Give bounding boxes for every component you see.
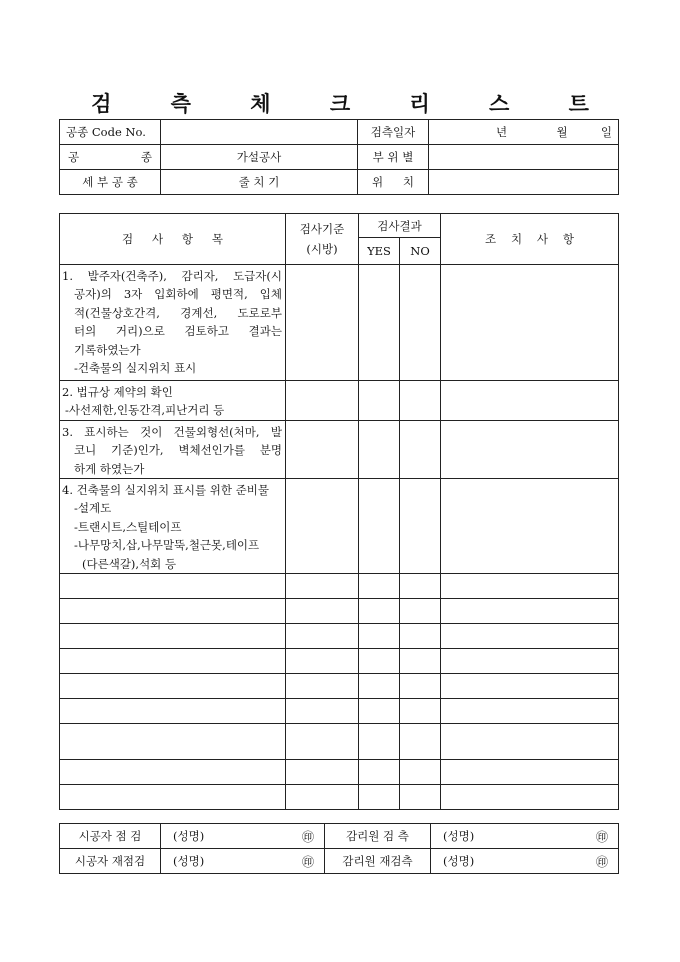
action-cell[interactable] (441, 724, 619, 760)
seal-icon: ㊞ (301, 829, 314, 844)
action-cell[interactable] (441, 624, 619, 649)
yes-cell[interactable] (359, 420, 400, 478)
standard-cell[interactable] (286, 674, 359, 699)
yes-cell[interactable] (359, 785, 400, 810)
item-cell[interactable] (60, 649, 286, 674)
yes-cell[interactable] (359, 624, 400, 649)
supervisor-recheck-label: 감리원 재검측 (325, 849, 431, 874)
standard-cell[interactable] (286, 624, 359, 649)
table-row-empty (60, 760, 619, 785)
yes-cell[interactable] (359, 649, 400, 674)
item-cell: 1. 발주자(건축주), 감리자, 도급자(시 공자)의 3자 입회하에 평면적, 입체 적(건물상호간격, 경계선, 도로로부 터의 거리)으로 검토하고 결과는 기록하였는가 -건축물의 실지위치 표시 (60, 265, 286, 381)
item-cell[interactable] (60, 674, 286, 699)
inspection-table (59, 213, 619, 810)
no-cell[interactable] (400, 265, 441, 381)
no-cell[interactable] (400, 624, 441, 649)
table-row-empty (60, 724, 619, 760)
table-row-empty (60, 649, 619, 674)
item-cell[interactable] (60, 599, 286, 624)
part-label: 부 위 별 (358, 145, 429, 170)
supervisor-check-label: 감리원 검 측 (325, 824, 431, 849)
standard-cell[interactable] (286, 724, 359, 760)
standard-cell[interactable] (286, 699, 359, 724)
action-cell[interactable] (441, 674, 619, 699)
item-cell[interactable] (60, 624, 286, 649)
item-cell: 3. 표시하는 것이 건물외형선(처마, 발 코니 기준)인가, 벽체선인가를 분명 하게 하였는가 (60, 420, 286, 478)
item-cell[interactable] (60, 699, 286, 724)
item-cell[interactable] (60, 785, 286, 810)
inspection-date-label: 검측일자 (358, 120, 429, 145)
yes-cell[interactable] (359, 265, 400, 381)
table-row-empty (60, 574, 619, 599)
contractor-check-sign[interactable]: (성명) ㊞ (161, 824, 325, 849)
standard-cell[interactable] (286, 599, 359, 624)
col-action-header: 조 치 사 항 (441, 214, 619, 265)
col-no-header: NO (400, 238, 441, 265)
action-cell[interactable] (441, 599, 619, 624)
action-cell[interactable] (441, 381, 619, 421)
no-cell[interactable] (400, 649, 441, 674)
action-cell[interactable] (441, 479, 619, 574)
supervisor-recheck-sign[interactable]: (성명) ㊞ (431, 849, 619, 874)
table-row (60, 265, 619, 381)
col-yes-header: YES (359, 238, 400, 265)
yes-cell[interactable] (359, 699, 400, 724)
no-cell[interactable] (400, 420, 441, 478)
yes-cell[interactable] (359, 574, 400, 599)
action-cell[interactable] (441, 265, 619, 381)
item-cell[interactable] (60, 724, 286, 760)
item-cell: 4. 건축물의 실지위치 표시를 위한 준비물 -설계도 -트랜시트,스틸테이프 -나무망치,삽,나무말뚝,철근못,테이프 (다른색갈),석회 등 (60, 479, 286, 574)
location-value (429, 170, 619, 195)
work-type-value: 가설공사 (161, 145, 358, 170)
action-cell[interactable] (441, 420, 619, 478)
yes-cell[interactable] (359, 760, 400, 785)
standard-cell[interactable] (286, 420, 359, 478)
contractor-recheck-label: 시공자 재점검 (60, 849, 161, 874)
seal-icon: ㊞ (301, 854, 314, 869)
col-items-header: 검 사 항 목 (60, 214, 286, 265)
table-row (60, 381, 619, 421)
work-type-label: 공 종 (60, 145, 161, 170)
date-month: 월 (556, 125, 568, 139)
table-row (60, 420, 619, 478)
no-cell[interactable] (400, 760, 441, 785)
table-row-empty (60, 785, 619, 810)
no-cell[interactable] (400, 785, 441, 810)
contractor-check-label: 시공자 점 검 (60, 824, 161, 849)
part-value (429, 145, 619, 170)
date-day: 일 (600, 125, 612, 139)
contractor-recheck-sign[interactable]: (성명) ㊞ (161, 849, 325, 874)
col-standard-header: 검사기준 (시방) (286, 214, 359, 265)
standard-cell[interactable] (286, 381, 359, 421)
no-cell[interactable] (400, 599, 441, 624)
signature-table (59, 823, 619, 874)
yes-cell[interactable] (359, 381, 400, 421)
item-cell[interactable] (60, 574, 286, 599)
action-cell[interactable] (441, 574, 619, 599)
item-cell[interactable] (60, 760, 286, 785)
seal-icon: ㊞ (595, 829, 608, 844)
page-title: 검 측 체 크 리 스 트 (91, 91, 615, 116)
work-type-code-label: 공종 Code No. (60, 120, 161, 145)
no-cell[interactable] (400, 674, 441, 699)
work-type-code-value (161, 120, 358, 145)
standard-cell[interactable] (286, 479, 359, 574)
no-cell[interactable] (400, 574, 441, 599)
seal-icon: ㊞ (595, 854, 608, 869)
yes-cell[interactable] (359, 724, 400, 760)
table-row-empty (60, 674, 619, 699)
detail-work-value: 줄 치 기 (161, 170, 358, 195)
yes-cell[interactable] (359, 479, 400, 574)
yes-cell[interactable] (359, 599, 400, 624)
detail-work-label: 세 부 공 종 (60, 170, 161, 195)
standard-cell[interactable] (286, 649, 359, 674)
action-cell[interactable] (441, 699, 619, 724)
standard-cell[interactable] (286, 785, 359, 810)
table-row-empty (60, 699, 619, 724)
supervisor-check-sign[interactable]: (성명) ㊞ (431, 824, 619, 849)
action-cell[interactable] (441, 785, 619, 810)
yes-cell[interactable] (359, 674, 400, 699)
no-cell[interactable] (400, 724, 441, 760)
header-table (59, 119, 619, 195)
action-cell[interactable] (441, 649, 619, 674)
date-year: 년 (496, 125, 508, 139)
item-cell: 2. 법규상 제약의 확인 -사선제한,인동간격,피난거리 등 (60, 381, 286, 421)
table-row-empty (60, 624, 619, 649)
no-cell[interactable] (400, 381, 441, 421)
inspection-date-value (429, 120, 619, 145)
table-row (60, 479, 619, 574)
standard-cell[interactable] (286, 265, 359, 381)
standard-cell[interactable] (286, 574, 359, 599)
no-cell[interactable] (400, 699, 441, 724)
col-result-header: 검사결과 (359, 214, 441, 238)
table-row-empty (60, 599, 619, 624)
action-cell[interactable] (441, 760, 619, 785)
no-cell[interactable] (400, 479, 441, 574)
standard-cell[interactable] (286, 760, 359, 785)
location-label: 위 치 (358, 170, 429, 195)
